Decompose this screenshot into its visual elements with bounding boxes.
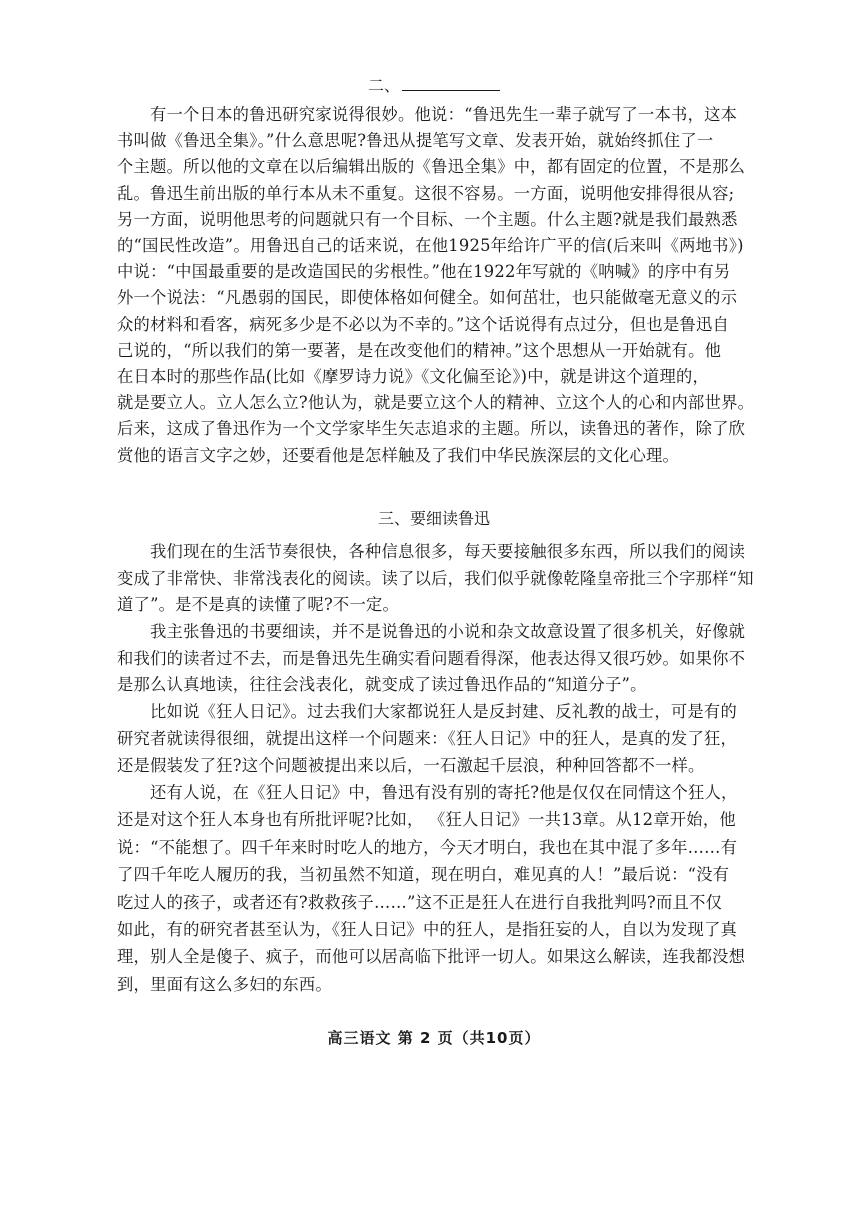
- text-line: 和我们的读者过不去，而是鲁迅先生确实看问题看得深，他表达得又很巧妙。如果你不: [117, 648, 746, 668]
- text-line: 研究者就读得很细，就提出这样一个问题来：《狂人日记》中的狂人，是真的发了狂，: [117, 729, 738, 748]
- text-line: 是那么认真地读，往往会浅表化，就变成了读过鲁迅作品的“知道分子”。: [117, 675, 647, 695]
- text-line: 到，里面有这么多妇的东西。: [117, 974, 332, 994]
- text-line: 还是对这个狂人本身也有所批评呢?比如， 《狂人日记》一共13章。从12章开始，他: [117, 810, 736, 830]
- text-line: 众的材料和看客，病死多少是不必以为不幸的。”这个话说得有点过分，但也是鲁迅自: [117, 314, 730, 334]
- text-line: 了四千年吃人履历的我，当初虽然不知道，现在明白，难见真的人！”最后说：“没有: [117, 865, 730, 885]
- text-line: 我们现在的生活节奏很快，各种信息很多，每天要接触很多东西，所以我们的阅读: [150, 542, 746, 561]
- text-line: 变成了非常快、非常浅表化的阅读。读了以后，我们似乎就像乾隆皇帝批三个字那样“知: [117, 568, 754, 588]
- text-line: 道了”。是不是真的读懂了呢?不一定。: [117, 595, 400, 615]
- text-line: 还有人说，在《狂人日记》中，鲁迅有没有别的寄托?他是仅仅在同情这个狂人，: [150, 783, 738, 802]
- text-line: 吃过人的孩子，或者还有?救救孩子……”这不正是狂人在进行自我批判吗?而且不仅: [117, 892, 723, 912]
- text-line: 中说：“中国最重要的是改造国民的劣根性。”他在1922年写就的《呐喊》的序中有另: [117, 262, 731, 282]
- text-line: 说：“不能想了。四千年来时时吃人的地方，今天才明白，我也在其中混了多年……有: [117, 837, 738, 857]
- text-line: 就是要立人。立人怎么立?他认为，就是要立这个人的精神、立这个人的心和内部世界。: [117, 393, 755, 413]
- section-three-heading: 三、要细读鲁迅: [377, 509, 490, 528]
- fill-in-blank: [402, 76, 500, 91]
- text-line: 己说的，“所以我们的第一要著，是在改变他们的精神。”这个思想从一开始就有。他: [117, 340, 722, 360]
- text-line: 个主题。所以他的文章在以后编辑出版的《鲁迅全集》中，都有固定的位置，不是那么: [117, 157, 746, 177]
- text-line: 的“国民性改造”。用鲁迅自己的话来说，在他1925年给许广平的信(后来叫《两地书》): [117, 236, 744, 255]
- text-line: 有一个日本的鲁迅研究家说得很妙。他说：“鲁迅先生一辈子就写了一本书，这本: [150, 105, 738, 124]
- text-line: 乱。鲁迅生前出版的单行本从未不重复。这很不容易。一方面，说明他安排得很从容;: [117, 183, 735, 203]
- text-line: 外一个说法：“凡愚弱的国民，即使体格如何健全。如何茁壮，也只能做毫无意义的示: [117, 288, 738, 308]
- text-line: 理，别人全是傻子、疯子，而他可以居高临下批评一切人。如果这么解读，连我都没想: [117, 947, 746, 967]
- text-line: 我主张鲁迅的书要细读，并不是说鲁迅的小说和杂文故意设置了很多机关，好像就: [150, 622, 746, 641]
- section-two-heading: [0, 76, 868, 96]
- text-line: 比如说《狂人日记》。过去我们大家都说狂人是反封建、反礼教的战士，可是有的: [150, 702, 737, 721]
- text-line: 还是假装发了狂?这个问题被提出来以后，一石激起千层浪，种种回答都不一样。: [117, 756, 705, 775]
- text-line: 赏他的语言文字之妙，还要看他是怎样触及了我们中华民族深层的文化心理。: [117, 445, 680, 465]
- section-two-label: 二、: [367, 76, 400, 95]
- text-line: 后来，这成了鲁迅作为一个文学家毕生矢志追求的主题。所以，读鲁迅的著作，除了欣: [117, 419, 746, 439]
- text-line: 如此，有的研究者甚至认为，《狂人日记》中的狂人，是指狂妄的人，自以为发现了真: [117, 920, 738, 939]
- text-line: 另一方面，说明他思考的问题就只有一个目标、一个主题。什么主题?就是我们最熟悉: [117, 209, 738, 229]
- page-footer: 高三语文 第 2 页（共10页）: [327, 1029, 541, 1047]
- text-line: 书叫做《鲁迅全集》。”什么意思呢?鲁迅从提笔写文章、发表开始，就始终抓住了一: [117, 131, 714, 151]
- text-line: 在日本时的那些作品(比如《摩罗诗力说》《文化偏至论》)中，就是讲这个道理的，: [117, 367, 710, 386]
